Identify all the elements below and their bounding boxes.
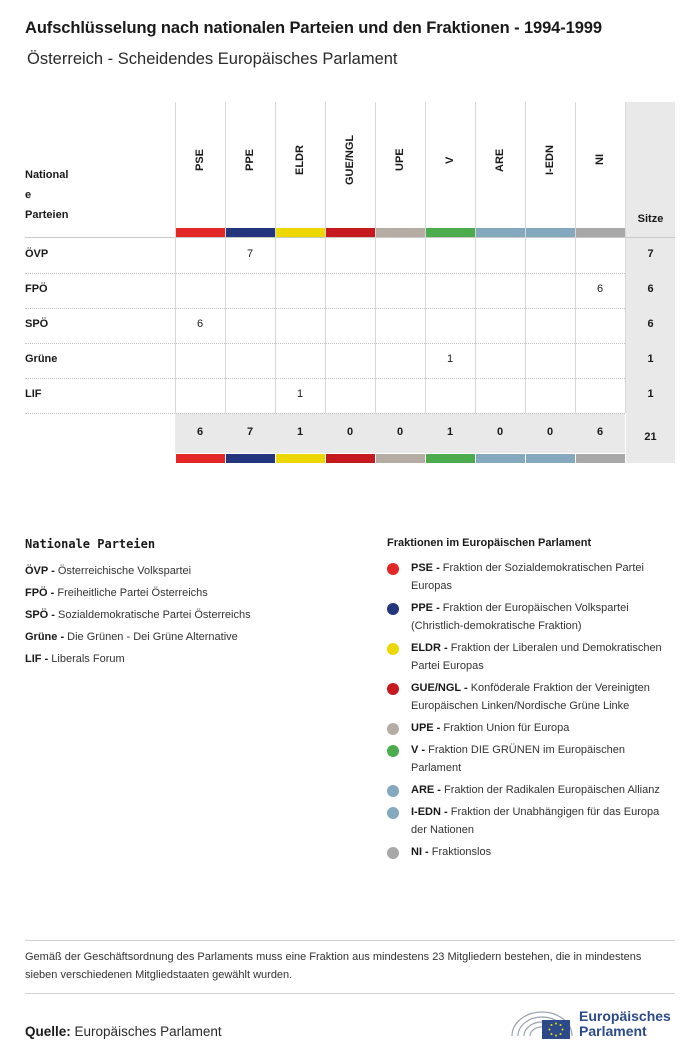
column-total: 0 <box>346 426 354 438</box>
divider <box>25 993 675 994</box>
group-abbr: V - <box>411 744 429 756</box>
column-divider <box>575 102 576 413</box>
group-color-bar <box>176 454 225 463</box>
party-abbr: FPÖ - <box>25 587 58 599</box>
group-color-dot-icon <box>387 785 399 797</box>
row-header-line: Parteien <box>25 209 69 221</box>
group-legend-item <box>387 599 677 635</box>
group-name: Konföderale Fraktion der Vereinigten Europäischen Linken/Nordische Grüne Linke <box>411 682 650 712</box>
row-divider <box>25 378 625 379</box>
group-legend-item <box>387 781 677 799</box>
party-abbr: SPÖ - <box>25 609 59 621</box>
group-color-bar <box>376 454 425 463</box>
party-name: Sozialdemokratische Partei Österreichs <box>58 609 251 621</box>
group-abbr: PPE - <box>411 602 443 614</box>
party-name: Freiheitliche Partei Österreichs <box>57 587 208 599</box>
source-line <box>25 1024 222 1039</box>
group-abbr: I-EDN - <box>411 806 451 818</box>
group-color-dot-icon <box>387 643 399 655</box>
source-label: Quelle: <box>25 1024 71 1039</box>
legend-title: Fraktionen im Europäischen Parlament <box>387 537 592 549</box>
party-name: Österreichische Volkspartei <box>57 565 192 577</box>
column-header: UPE <box>394 148 406 172</box>
header-divider <box>25 237 675 238</box>
column-divider <box>375 102 376 413</box>
column-total: 6 <box>196 426 204 438</box>
column-total: 7 <box>246 426 254 438</box>
column-header: PSE <box>194 149 206 172</box>
groups-legend <box>387 537 677 865</box>
ep-logo-text <box>579 1009 671 1039</box>
national-parties-legend <box>25 537 355 670</box>
group-legend-item <box>387 741 677 777</box>
logo-line: Parlament <box>579 1023 647 1039</box>
row-label: FPÖ <box>25 283 48 295</box>
seat-value: 1 <box>296 388 304 400</box>
national-party-item <box>25 582 355 604</box>
row-label: SPÖ <box>25 318 49 330</box>
row-header-line: National <box>25 169 69 181</box>
seat-value: 6 <box>596 283 604 295</box>
group-color-bar <box>326 454 375 463</box>
column-header: GUE/NGL <box>344 134 356 186</box>
group-color-bar <box>276 228 325 237</box>
row-header <box>25 165 95 225</box>
party-name: Liberals Forum <box>51 653 125 665</box>
legend-title: Nationale Parteien <box>25 537 156 551</box>
row-total: 1 <box>647 353 654 365</box>
row-header-line: e <box>25 189 32 201</box>
group-color-bar <box>526 228 575 237</box>
party-abbr: Grüne - <box>25 631 68 643</box>
group-color-dot-icon <box>387 807 399 819</box>
row-total: 6 <box>647 318 654 330</box>
group-color-bar <box>226 228 275 237</box>
party-abbr: LIF - <box>25 653 52 665</box>
row-total: 7 <box>647 248 654 260</box>
column-total: 1 <box>446 426 454 438</box>
page-subtitle: Österreich - Scheidendes Europäisches Parlament <box>27 50 398 68</box>
row-divider <box>25 343 625 344</box>
column-total: 1 <box>296 426 304 438</box>
row-total: 6 <box>647 283 654 295</box>
row-total: 1 <box>647 388 654 400</box>
column-total: 0 <box>546 426 554 438</box>
column-divider <box>325 102 326 413</box>
group-color-bar <box>426 454 475 463</box>
group-color-bar <box>576 454 625 463</box>
group-name: Fraktion der Europäischen Volkspartei (Christlich-demokratische Fraktion) <box>411 602 629 632</box>
row-divider <box>25 413 625 414</box>
group-color-bar <box>276 454 325 463</box>
row-divider <box>25 273 625 274</box>
group-name: Fraktion der Radikalen Europäischen Allianz <box>444 784 660 796</box>
group-name: Fraktion der Unabhängigen für das Europa der Nationen <box>411 806 660 836</box>
group-name: Fraktion DIE GRÜNEN im Europäischen Parlament <box>411 744 625 774</box>
column-total: 0 <box>496 426 504 438</box>
group-abbr: NI - <box>411 846 432 858</box>
group-legend-item <box>387 719 677 737</box>
national-party-item <box>25 648 355 670</box>
column-divider <box>275 102 276 413</box>
group-abbr: GUE/NGL - <box>411 682 471 694</box>
page-title: Aufschlüsselung nach nationalen Parteien und den Fraktionen - 1994-1999 <box>25 19 602 37</box>
grand-total: 21 <box>644 431 657 443</box>
group-color-bar <box>476 228 525 237</box>
group-legend-item <box>387 803 677 839</box>
group-legend-item <box>387 639 677 675</box>
column-divider <box>525 102 526 413</box>
group-color-bar <box>376 228 425 237</box>
party-abbr: ÖVP - <box>25 565 58 577</box>
row-label: LIF <box>25 388 42 400</box>
total-header: Sitze <box>637 213 664 225</box>
column-header: PPE <box>244 149 256 172</box>
column-divider <box>475 102 476 413</box>
column-header: ELDR <box>294 145 306 175</box>
national-party-item <box>25 604 355 626</box>
group-color-bar <box>226 454 275 463</box>
group-color-bar <box>526 454 575 463</box>
group-color-dot-icon <box>387 563 399 575</box>
group-color-bar <box>326 228 375 237</box>
national-party-item <box>25 560 355 582</box>
logo-line: Europäisches <box>579 1008 671 1024</box>
footnote: Gemäß der Geschäftsordnung des Parlaments muss eine Fraktion aus mindestens 23 Mitgliedern bestehen, die in mindestens sieben verschiedenen Mitgliedstaaten gewählt wurden. <box>25 951 642 981</box>
seat-value: 7 <box>246 248 254 260</box>
row-label: ÖVP <box>25 248 49 260</box>
column-divider <box>425 102 426 413</box>
group-legend-item <box>387 843 677 861</box>
group-name: Fraktion der Sozialdemokratischen Partei Europas <box>411 562 644 592</box>
divider <box>25 940 675 941</box>
column-header: I-EDN <box>544 145 556 175</box>
column-header: V <box>444 156 456 164</box>
group-color-dot-icon <box>387 723 399 735</box>
party-name: Die Grünen - Dei Grüne Alternative <box>67 631 238 643</box>
group-name: Fraktion Union für Europa <box>443 722 570 734</box>
seat-value: 6 <box>196 318 204 330</box>
group-abbr: PSE - <box>411 562 443 574</box>
group-abbr: UPE - <box>411 722 444 734</box>
group-abbr: ELDR - <box>411 642 451 654</box>
group-name: Fraktionslos <box>431 846 492 858</box>
column-header: ARE <box>494 148 506 172</box>
group-abbr: ARE - <box>411 784 444 796</box>
seat-value: 1 <box>446 353 454 365</box>
column-header: NI <box>594 154 606 166</box>
group-color-dot-icon <box>387 847 399 859</box>
group-legend-item <box>387 679 677 715</box>
column-divider <box>175 102 176 413</box>
group-legend-item <box>387 559 677 595</box>
group-color-bar <box>176 228 225 237</box>
national-party-item <box>25 626 355 648</box>
column-total: 6 <box>596 426 604 438</box>
group-color-bar <box>576 228 625 237</box>
group-color-bar <box>426 228 475 237</box>
source-value: Europäisches Parlament <box>74 1024 222 1039</box>
group-name: Fraktion der Liberalen und Demokratischen Partei Europas <box>411 642 662 672</box>
row-label: Grüne <box>25 353 58 365</box>
group-color-bar <box>476 454 525 463</box>
group-color-dot-icon <box>387 683 399 695</box>
column-total: 0 <box>396 426 404 438</box>
group-color-dot-icon <box>387 603 399 615</box>
group-color-dot-icon <box>387 745 399 757</box>
row-divider <box>25 308 625 309</box>
